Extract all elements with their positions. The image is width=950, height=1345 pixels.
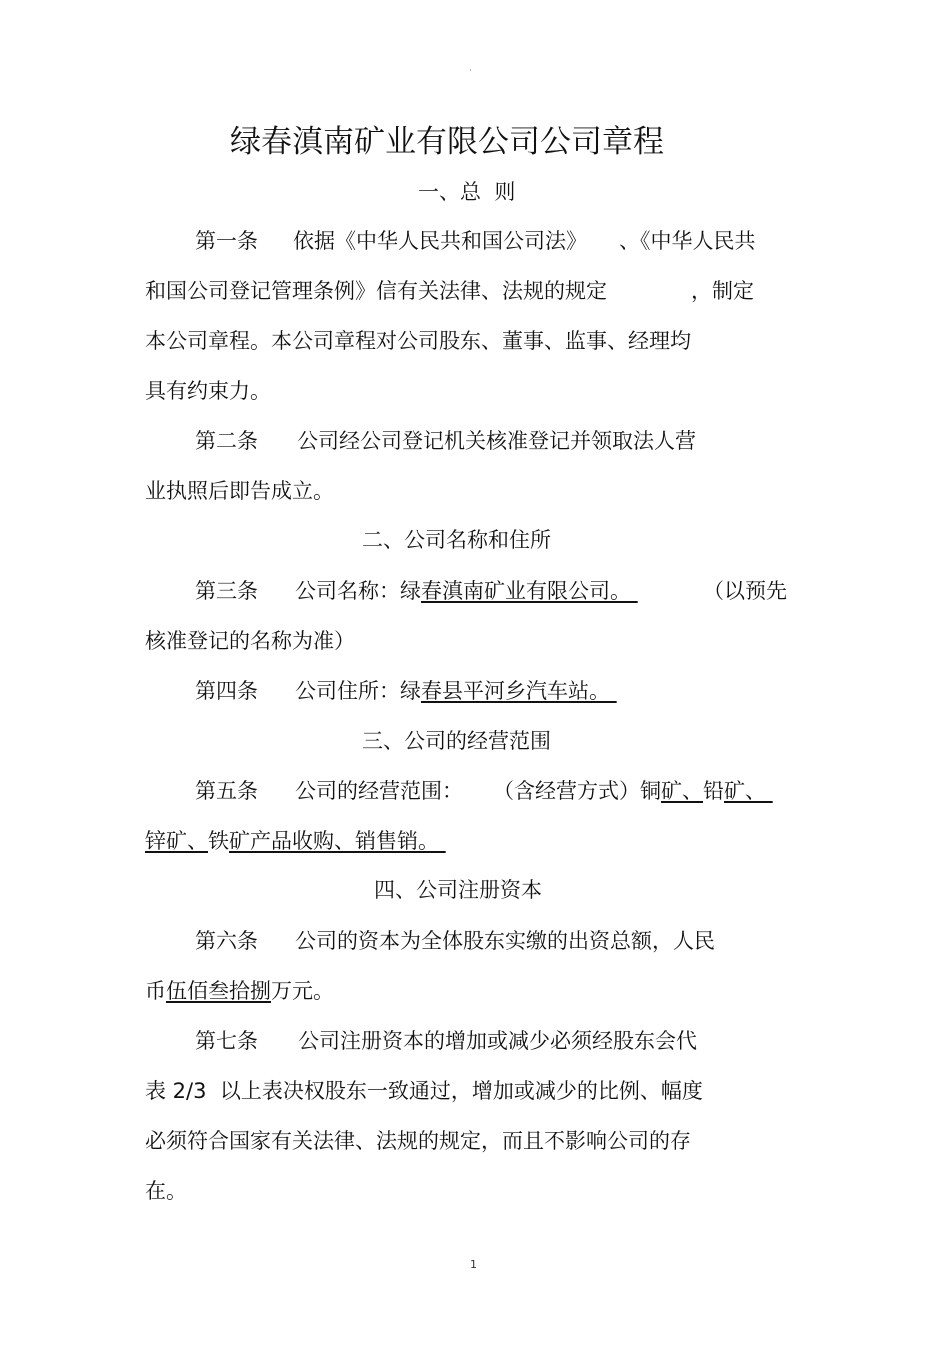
article-1-line-4: 具有约束力。 [145, 379, 271, 403]
document-title: 绿春滇南矿业有限公司公司章程 [230, 124, 664, 160]
article-2-line-1: 第二条 公司经公司登记机关核准登记并领取法人营 [195, 429, 696, 453]
article-2-label: 第二条 [195, 429, 258, 453]
article-5-line-2: 锌矿、铁矿产品收购、销售销。 [145, 829, 439, 853]
page-number: 1 [470, 1258, 477, 1271]
article-1-label: 第一条 [195, 229, 258, 253]
article-6-line-2: 币伍佰叁拾捌万元。 [145, 979, 334, 1003]
article-6-label: 第六条 [195, 929, 258, 953]
article-7-line-4: 在。 [145, 1179, 187, 1203]
article-3-label: 第三条 [195, 579, 258, 603]
article-6-line-1: 第六条 公司的资本为全体股东实缴的出资总额，人民 [195, 929, 715, 953]
article-1-line-1: 第一条 依据《中华人民共和国公司法》 、《中华人民共 [195, 229, 756, 253]
article-2-line-2: 业执照后即告成立。 [145, 479, 334, 503]
article-5-label: 第五条 [195, 779, 258, 803]
article-4-line-1: 第四条 公司住所：绿春县平河乡汽车站。 [195, 679, 610, 703]
capital-amount: 伍佰叁拾捌 [166, 979, 271, 1003]
section-heading-scope: 三、公司的经营范围 [362, 729, 551, 753]
article-7-line-3: 必须符合国家有关法律、法规的规定，而且不影响公司的存 [145, 1129, 691, 1153]
article-3-line-1: 第三条 公司名称：绿春滇南矿业有限公司。 （以预先 [195, 579, 787, 603]
section-heading-general: 一、总 则 [418, 180, 516, 204]
article-3-line-2: 核准登记的名称为准） [145, 629, 355, 653]
section-heading-capital: 四、公司注册资本 [374, 878, 542, 902]
header-mark: ˙ [468, 69, 473, 80]
article-1-line-2: 和国公司登记管理条例》信有关法律、法规的规定 ，制定 [145, 279, 754, 303]
article-1-line-3: 本公司章程。本公司章程对公司股东、董事、监事、经理均 [145, 329, 691, 353]
article-7-line-2: 表 2/3 以上表决权股东一致通过，增加或减少的比例、幅度 [145, 1079, 703, 1103]
article-7-line-1: 第七条 公司注册资本的增加或减少必须经股东会代 [195, 1029, 697, 1053]
article-5-line-1: 第五条 公司的经营范围： （含经营方式）铜矿、铅矿、 [195, 779, 766, 803]
company-address: 春县平河乡汽车站。 [421, 679, 610, 703]
company-name: 春滇南矿业有限公司。 [421, 579, 631, 603]
article-7-label: 第七条 [195, 1029, 258, 1053]
section-heading-name-address: 二、公司名称和住所 [362, 528, 551, 552]
article-4-label: 第四条 [195, 679, 258, 703]
